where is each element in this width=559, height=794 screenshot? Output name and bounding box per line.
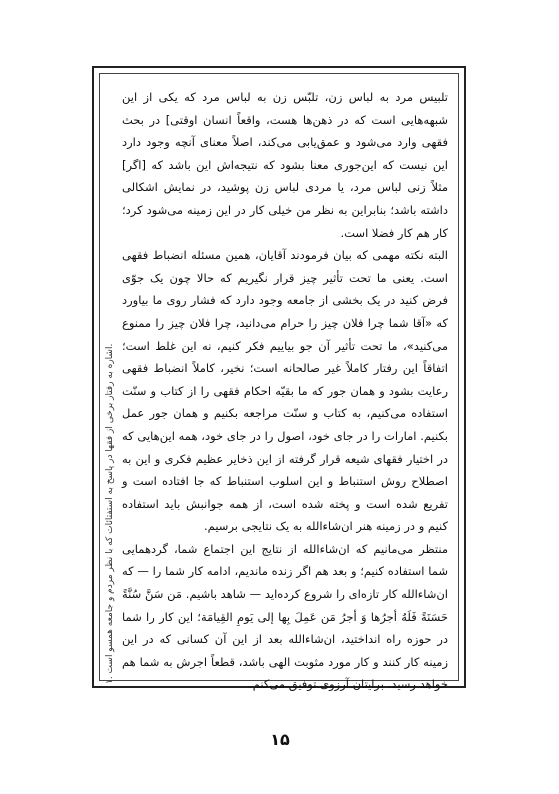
main-text <box>122 86 448 696</box>
paragraph: منتظر می‌مانیم که ان‌شاءالله از نتایج این اجتماع شما، گردهمایی شما استفاده کنیم؛ و بعد هم اگر زنده ماندیم، ادامه کار شما را — که ان‌شاءالله کار تازه‌ای را شروع کرده‌اید — شاهد باشیم. مَن سَنَّ سُنَّةً حَسَنَةً فَلَهُ أجرُها وَ أجرُ مَن عَمِلَ بِها إلی یَومِ القِیامَة؛ این کار را شما در حوزه راه انداختید، ان‌شاءالله بعد از این آن کسانی که در این زمینه کار کنند و کار مورد مثوبت الهی باشد، قطعاً اجرش به شما هم خواهد رسید. برایتان آرزوی توفیق می‌کنم. <box>122 541 448 692</box>
paragraph: البته نکته مهمی که بیان فرمودند آقایان، همین مسئله انضباط فقهی است. یعنی ما تحت تأثیر چیز قرار نگیریم که حالا چون یک جوّی فرض کنید در یک بخشی از جامعه وجود دارد که فشار روی ما بیاورد که «آقا شما چرا فلان چیز را حرام می‌دانید، چرا فلان چیز را ممنوع می‌کنید»، ما تحت تأثیر آن جو بیاییم فکر کنیم، نه این غلط است؛ اتفاقاً این رفتار کاملاً غیر صالحانه است؛ نخیر، کاملاً انضباط فقهی رعایت بشود و همان جور که ما بقیّه احکام فقهی را از کتاب و سنّت استفاده می‌کنیم، به کتاب و سنّت مراجعه بکنیم و همان جور عمل بکنیم. امارات را در جای خود، اصول را در جای خود، همه این‌هایی که در اختیار فقهای شیعه قرار گرفته از این ذخایر عظیم فکری و این به اصطلاح روش استنباط و این اسلوب استنباط که جا افتاده است و تفریع شده است و پخته شده است، از همه جوانبش باید استفاده کنیم و در زمینه هنر ان‌شاءالله به یک نتایجی برسیم. <box>122 248 448 534</box>
margin-footnote: ۱. اشاره به رفتار برخی از فقها در پاسخ به استفتائات که با نظر مردم و جامعه همسو است. <box>105 343 115 684</box>
page-number: ۱۵ <box>270 730 290 749</box>
paragraph: تلبیس مرد به لباس زن، تلبّس زن به لباس مرد که یکی از این شبهه‌هایی است که در ذهن‌ها هست، واقعاً انسان اوقتی] در بحث فقهی وارد می‌شود و عمق‌یابی می‌کند، اصلاً معنای آنچه وجود دارد این نیست که این‌جوری معنا بشود که نتیجه‌اش این باشد که [اگر] مثلاً زنی لباس مرد، یا مردی لباس زن پوشید، در نمایش اشکالی داشته باشد؛ بنابراین به نظر من خیلی کار در این زمینه می‌شود کرد؛ کار هم کار فضلا است. <box>122 90 448 240</box>
